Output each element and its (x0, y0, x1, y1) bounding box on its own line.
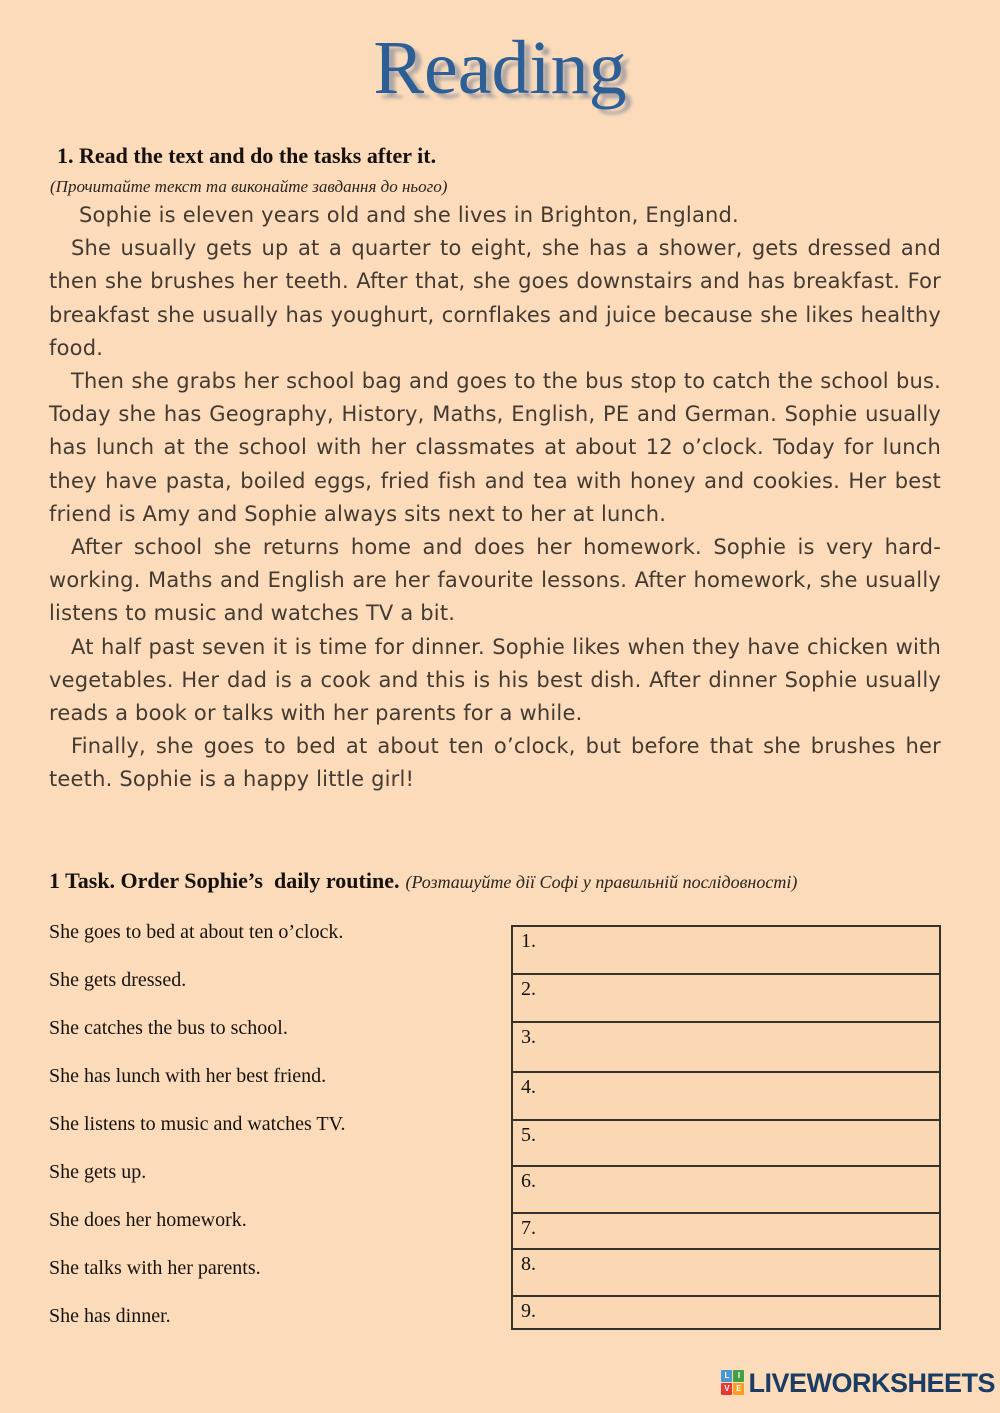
liveworksheets-logo (721, 1368, 995, 1399)
paragraph: Then she grabs her school bag and goes to the bus stop to catch the school bus. Today she has Geography, History, Maths, English, PE and German. Sophie usually has lunch at the school with her classmates at about 12 o’clock. Today for lunch they have pasta, boiled eggs, fried fish and tea with honey and cookies. Her best friend is Amy and Sophie always sits next to her at lunch. (49, 369, 941, 526)
sentence-list (49, 921, 499, 1353)
answer-row[interactable]: 1. (513, 927, 939, 975)
list-item: She has lunch with her best friend. (49, 1065, 327, 1087)
task-heading: 1 Task. Order Sophie’s daily routine. (49, 868, 400, 893)
list-item: She gets dressed. (49, 969, 187, 991)
answer-row[interactable]: 9. (521, 1300, 536, 1322)
answer-row[interactable]: 2. (513, 975, 939, 1023)
brand-name: LIVEWORKSHEETS (748, 1368, 995, 1398)
answer-row[interactable]: 4. (513, 1073, 939, 1121)
list-item: She has dinner. (49, 1305, 171, 1327)
list-item: She does her homework. (49, 1209, 247, 1231)
answer-row[interactable]: 5. (513, 1121, 939, 1167)
liveworksheets-icon (721, 1370, 745, 1397)
exercise1-heading: 1. Read the text and do the tasks after it. (57, 143, 437, 168)
list-item: She catches the bus to school. (49, 1017, 288, 1039)
answer-row[interactable]: 8. (513, 1250, 939, 1297)
paragraph: After school she returns home and does her homework. Sophie is very hard-working. Maths and English are her favourite lessons. After homework, she usually listens to music and watches TV a bit. (49, 535, 941, 626)
task-heading-row (49, 868, 949, 894)
logo-block-i: I (733, 1370, 744, 1382)
answer-row[interactable]: 6. (513, 1167, 939, 1214)
answer-row[interactable]: 3. (513, 1023, 939, 1073)
list-item: She gets up. (49, 1161, 147, 1183)
list-item: She listens to music and watches TV. (49, 1113, 346, 1135)
task-subheading-ukrainian: (Розташуйте дії Софі у правильній послідовності) (405, 872, 798, 892)
paragraph: At half past seven it is time for dinner. Sophie likes when they have chicken with vegetables. Her dad is a cook and this is his best dish. After dinner Sophie usually reads a book or talks with her parents for a while. (49, 634, 941, 726)
logo-block-l: L (721, 1370, 732, 1382)
list-item: She goes to bed at about ten o’clock. (49, 921, 344, 943)
logo-block-v: V (721, 1383, 732, 1395)
paragraph: Finally, she goes to bed at about ten o’clock, but before that she brushes her teeth. Sophie is a happy little girl! (49, 734, 941, 792)
answer-table (511, 925, 941, 1330)
logo-block-e: E (733, 1383, 744, 1395)
exercise1-subheading-ukrainian: (Прочитайте текст та виконайте завдання до нього) (50, 177, 448, 196)
list-item: She talks with her parents. (49, 1257, 261, 1279)
paragraph: Sophie is eleven years old and she lives in Brighton, England. (79, 203, 739, 227)
answer-row[interactable]: 7. (513, 1214, 939, 1250)
page-title: Reading (373, 26, 627, 110)
reading-text (49, 199, 941, 797)
paragraph: She usually gets up at a quarter to eight, she has a shower, gets dressed and then she brushes her teeth. After that, she goes downstairs and has breakfast. For breakfast she usually has youghurt, cornflakes and juice because she likes healthy food. (49, 236, 941, 360)
